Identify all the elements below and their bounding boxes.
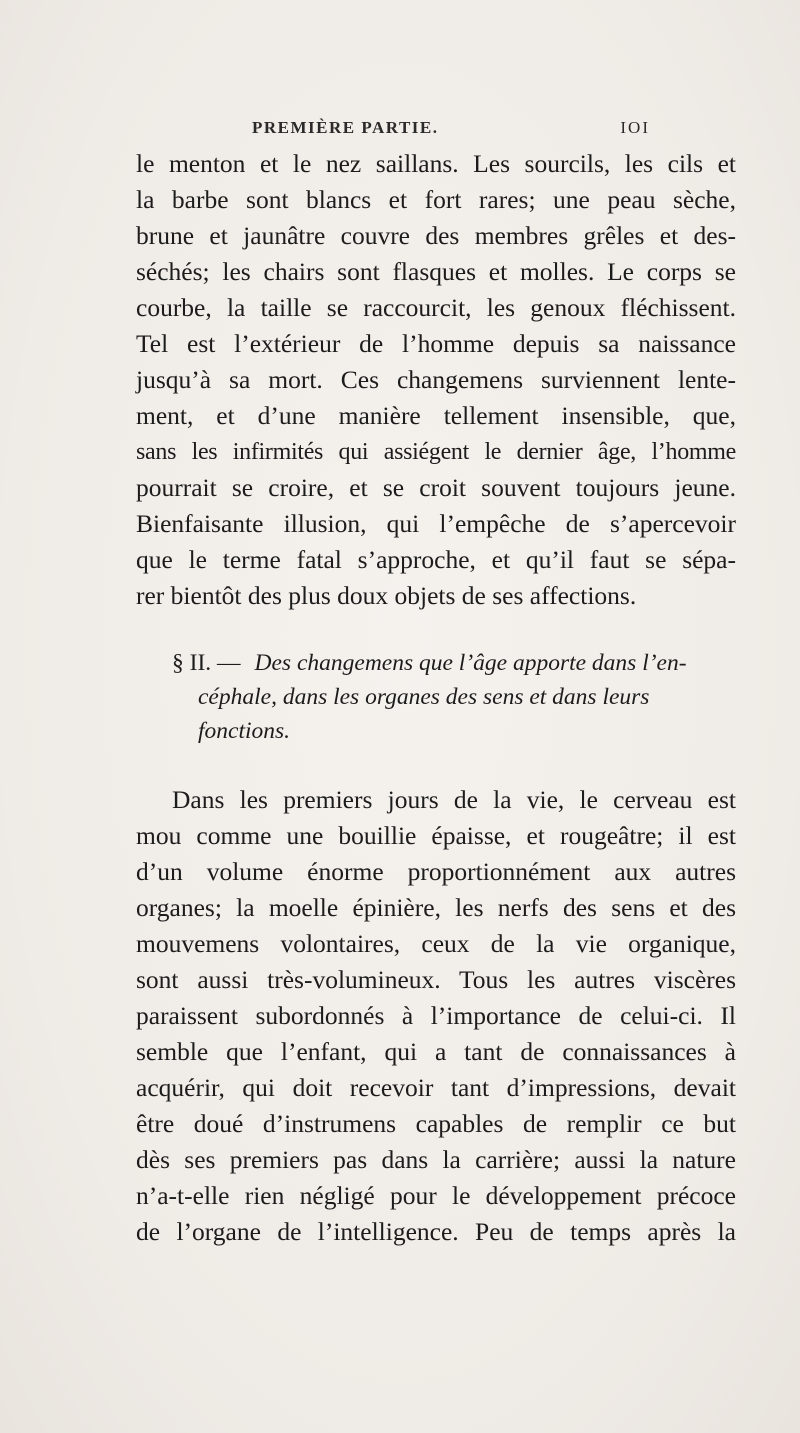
section-heading-line — [198, 714, 290, 748]
text-line: semble que l’enfant, qui a tant de connaissances à — [136, 1037, 736, 1066]
text-line: le menton et le nez saillans. Les sourcils, les cils et — [136, 149, 736, 178]
text-line: dès ses premiers pas dans la carrière; aussi la nature — [136, 1145, 736, 1174]
text-line: courbe, la taille se raccourcit, les genoux fléchissent. — [136, 293, 736, 322]
text-line: mouvemens volontaires, ceux de la vie organique, — [136, 929, 736, 958]
section-marker: § II. — — [172, 650, 241, 676]
text-line: être doué d’instrumens capables de remplir ce but — [136, 1109, 736, 1138]
text-line: paraissent subordonnés à l’importance de celui-ci. Il — [136, 1001, 736, 1030]
text-line: séchés; les chairs sont flasques et molles. Le corps se — [136, 257, 736, 286]
section-heading-line — [172, 646, 687, 680]
text-line: Bienfaisante illusion, qui l’empêche de s’apercevoir — [136, 509, 736, 538]
section-title-part: Des changemens que l’âge apporte dans l’en- — [254, 650, 687, 676]
text-line: d’un volume énorme proportionnément aux autres — [136, 857, 736, 886]
section-title-part: céphale, dans les organes des sens et dans leurs — [198, 684, 650, 710]
text-line: acquérir, qui doit recevoir tant d’impressions, devait — [136, 1073, 736, 1102]
text-line: la barbe sont blancs et fort rares; une peau sèche, — [136, 185, 736, 214]
text-line: brune et jaunâtre couvre des membres grêles et des- — [136, 221, 736, 250]
text-line: n’a-t-elle rien négligé pour le développement précoce — [136, 1181, 736, 1210]
running-head-title: PREMIÈRE PARTIE. — [252, 118, 439, 137]
text-line: pourrait se croire, et se croit souvent toujours jeune. — [136, 473, 736, 502]
text-line: Dans les premiers jours de la vie, le cerveau est — [172, 785, 736, 814]
section-title-part: fonctions. — [198, 718, 291, 744]
text-line: rer bientôt des plus doux objets de ses affections. — [136, 581, 637, 610]
text-line: ment, et d’une manière tellement insensible, que, — [136, 401, 736, 430]
text-line: que le terme fatal s’approche, et qu’il faut se sépa- — [136, 545, 736, 574]
text-line: Tel est l’extérieur de l’homme depuis sa naissance — [136, 329, 736, 358]
text-line: de l’organe de l’intelligence. Peu de temps après la — [136, 1217, 736, 1246]
text-line: sans les infirmités qui assiégent le dernier âge, l’homme — [136, 439, 736, 465]
text-line: organes; la moelle épinière, les nerfs des sens et des — [136, 893, 736, 922]
text-line: jusqu’à sa mort. Ces changemens surviennent lente- — [136, 365, 736, 394]
text-line: mou comme une bouillie épaisse, et rougeâtre; il est — [136, 821, 736, 850]
page-number: IOI — [620, 118, 650, 137]
section-heading-line — [198, 680, 649, 714]
text-line: sont aussi très-volumineux. Tous les autres viscères — [136, 965, 736, 994]
